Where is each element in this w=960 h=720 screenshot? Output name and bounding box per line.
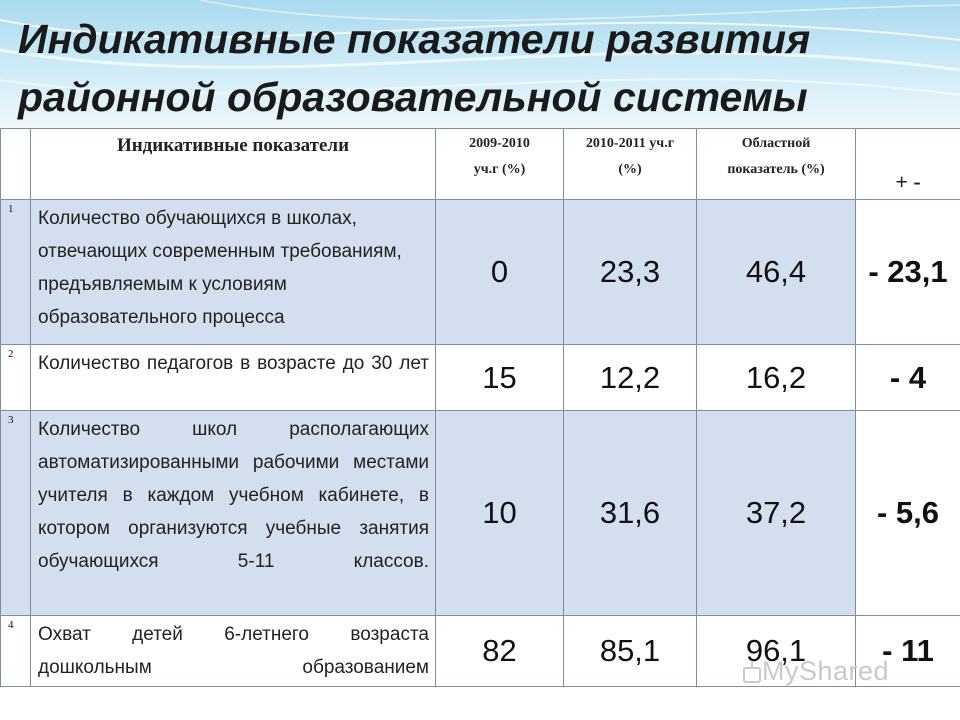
value-regional: 37,2: [697, 411, 856, 616]
value-2010-2011: 12,2: [564, 345, 697, 411]
header-2010-2011-line1: 2010-2011 уч.г: [585, 136, 675, 151]
value-regional: 16,2: [697, 345, 856, 411]
indicator-description: Охват детей 6-летнего возраста дошкольным образованием: [31, 616, 436, 687]
header-2009-2010-line2: уч.г (%): [473, 162, 526, 177]
header-2009-2010: [436, 129, 564, 200]
header-2010-2011-line2: (%): [618, 162, 642, 177]
header-2010-2011: [564, 129, 697, 200]
table-row: [1, 200, 960, 345]
table-row: [1, 411, 960, 616]
header-regional: [697, 129, 856, 200]
table-row: [1, 345, 960, 411]
value-2009-2010: 10: [436, 411, 564, 616]
watermark-icon: [742, 660, 762, 686]
value-regional: 96,1: [697, 616, 856, 687]
indicator-description: Количество педагогов в возрасте до 30 лет: [31, 345, 436, 411]
header-indicator: Индикативные показатели: [31, 129, 436, 200]
title-line-2: районной образовательной системы: [18, 74, 808, 120]
row-number: 2: [1, 345, 31, 411]
value-diff: - 23,1: [856, 200, 960, 345]
indicator-description: Количество обучающихся в школах, отвечающих современным требованиям, предъявляемым к условиям образовательного процесса: [31, 200, 436, 345]
value-diff: - 4: [856, 345, 960, 411]
title-line-1: Индикативные показатели развития: [18, 16, 811, 62]
value-regional: 46,4: [697, 200, 856, 345]
header-diff: + -: [856, 129, 960, 200]
row-number: 3: [1, 411, 31, 616]
indicator-description: Количество школ располагающих автоматизированными рабочими местами учителя в каждом учебном кабинете, в котором организуются учебные занятия обучающихся 5-11 классов.: [31, 411, 436, 616]
watermark: MyShared: [762, 656, 890, 686]
value-2010-2011: 23,3: [564, 200, 697, 345]
value-2009-2010: 82: [436, 616, 564, 687]
header-regional-line2: показатель (%): [727, 162, 825, 177]
header-2009-2010-line1: 2009-2010: [469, 136, 530, 151]
row-number: 1: [1, 200, 31, 345]
value-2009-2010: 15: [436, 345, 564, 411]
header-num: [1, 129, 31, 200]
value-2010-2011: 31,6: [564, 411, 697, 616]
header-regional-line1: Областной: [741, 136, 811, 151]
table-header-row: [1, 129, 960, 200]
value-diff: - 11: [856, 616, 960, 687]
row-number: 4: [1, 616, 31, 687]
indicators-table: [0, 128, 960, 687]
value-2010-2011: 85,1: [564, 616, 697, 687]
value-diff: - 5,6: [856, 411, 960, 616]
page-title: [18, 10, 948, 126]
value-2009-2010: 0: [436, 200, 564, 345]
